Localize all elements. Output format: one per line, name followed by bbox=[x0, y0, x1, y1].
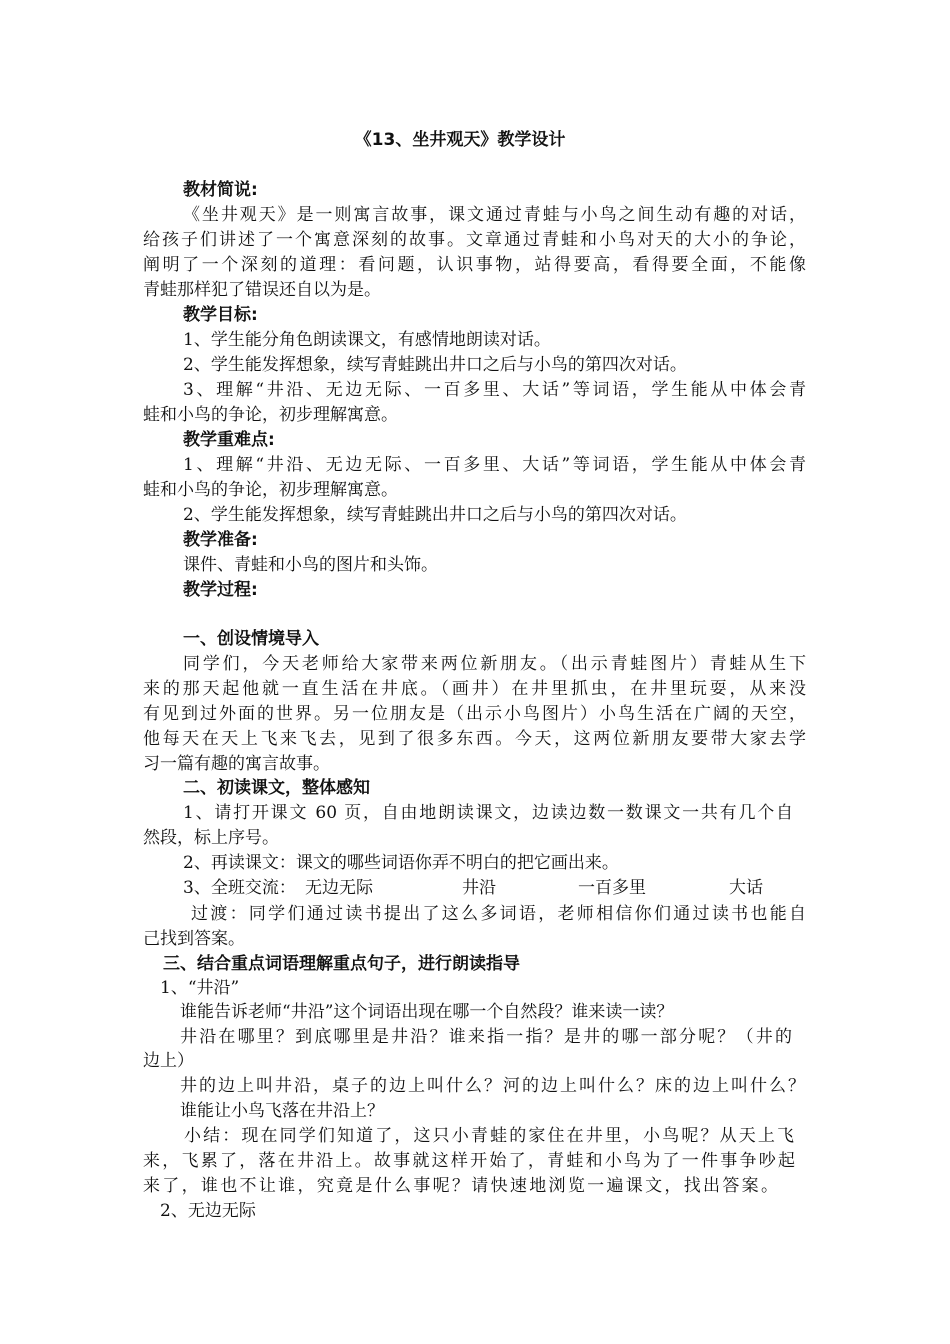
part2-heading: 二、初读课文，整体感知 bbox=[183, 778, 370, 798]
section-heading-process: 教学过程: bbox=[183, 580, 258, 600]
intro-line: 《坐井观天》是一则寓言故事，课文通过青蛙与小鸟之间生动有趣的对话， bbox=[183, 205, 806, 225]
part3-line: 井沿在哪里？到底哪里是井沿？谁来指一指？是井的哪一部分呢？（井的 bbox=[180, 1027, 792, 1047]
part3-line: 井的边上叫井沿，桌子的边上叫什么？河的边上叫什么？床的边上叫什么？ bbox=[180, 1076, 805, 1096]
word-item: 大话 bbox=[729, 878, 763, 898]
transition-line: 过渡：同学们通过读书提出了这么多词语，老师相信你们通过读书也能自 bbox=[191, 904, 806, 924]
part2-line: 2、再读课文：课文的哪些词语你弄不明白的把它画出来。 bbox=[183, 853, 619, 873]
word-item: 一百多里 bbox=[578, 878, 646, 898]
goal-line: 3、理解“井沿、无边无际、一百多里、大话”等词语，学生能从中体会青 bbox=[183, 380, 806, 400]
page-title: 《13、坐井观天》教学设计 bbox=[354, 130, 566, 150]
part3-line: 小结：现在同学们知道了，这只小青蛙的家住在井里，小鸟呢？从天上飞 bbox=[184, 1126, 794, 1146]
key-line: 2、学生能发挥想象，续写青蛙跳出井口之后与小鸟的第四次对话。 bbox=[183, 505, 687, 525]
part1-line: 习一篇有趣的寓言故事。 bbox=[143, 754, 330, 774]
part2-line: 1、请打开课文 60 页，自由地朗读课文，边读边数一数课文一共有几个自 bbox=[183, 803, 793, 823]
part1-line: 来的那天起他就一直生活在井底。（画井）在井里抓虫，在井里玩耍，从来没 bbox=[143, 679, 806, 699]
preparation-line: 课件、青蛙和小鸟的图片和头饰。 bbox=[183, 555, 438, 575]
part1-heading: 一、创设情境导入 bbox=[183, 629, 319, 649]
key-line: 蛙和小鸟的争论，初步理解寓意。 bbox=[143, 480, 398, 500]
intro-line: 青蛙那样犯了错误还自以为是。 bbox=[143, 280, 381, 300]
section-heading-intro: 教材简说: bbox=[183, 180, 258, 200]
transition-line: 己找到答案。 bbox=[143, 929, 245, 949]
part3-item-heading: 1、“井沿” bbox=[160, 978, 240, 998]
word-item: 无边无际 bbox=[305, 878, 373, 898]
word-item: 井沿 bbox=[462, 878, 496, 898]
goal-line: 2、学生能发挥想象，续写青蛙跳出井口之后与小鸟的第四次对话。 bbox=[183, 355, 687, 375]
part3-line: 谁能让小鸟飞落在井沿上？ bbox=[180, 1101, 384, 1121]
section-heading-key-points: 教学重难点: bbox=[183, 430, 275, 450]
part2-exchange-prefix: 3、全班交流： bbox=[183, 878, 296, 898]
goal-line: 蛙和小鸟的争论，初步理解寓意。 bbox=[143, 405, 398, 425]
part3-line: 谁能告诉老师“井沿”这个词语出现在哪一个自然段？谁来读一读？ bbox=[180, 1002, 674, 1022]
section-heading-preparation: 教学准备: bbox=[183, 530, 258, 550]
part3-line: 边上） bbox=[143, 1051, 194, 1071]
part3-heading: 三、结合重点词语理解重点句子，进行朗读指导 bbox=[163, 954, 520, 974]
part1-line: 同学们，今天老师给大家带来两位新朋友。（出示青蛙图片）青蛙从生下 bbox=[183, 654, 806, 674]
part3-line: 来，飞累了，落在井沿上。故事就这样开始了，青蛙和小鸟为了一件事争吵起 bbox=[143, 1151, 795, 1171]
section-heading-goals: 教学目标: bbox=[183, 305, 258, 325]
part1-line: 有见到过外面的世界。另一位朋友是（出示小鸟图片）小鸟生活在广阔的天空， bbox=[143, 704, 806, 724]
part3-line: 来了，谁也不让谁，究竟是什么事呢？请快速地浏览一遍课文，找出答案。 bbox=[143, 1176, 778, 1196]
intro-line: 给孩子们讲述了一个寓意深刻的故事。文章通过青蛙和小鸟对天的大小的争论， bbox=[143, 230, 806, 250]
part3-item-heading: 2、无边无际 bbox=[160, 1201, 256, 1221]
goal-line: 1、学生能分角色朗读课文，有感情地朗读对话。 bbox=[183, 330, 551, 350]
part2-line: 然段，标上序号。 bbox=[143, 828, 279, 848]
key-line: 1、理解“井沿、无边无际、一百多里、大话”等词语，学生能从中体会青 bbox=[183, 455, 806, 475]
intro-line: 阐明了一个深刻的道理：看问题，认识事物，站得要高，看得要全面，不能像 bbox=[143, 255, 806, 275]
part1-line: 他每天在天上飞来飞去，见到了很多东西。今天，这两位新朋友要带大家去学 bbox=[143, 729, 806, 749]
